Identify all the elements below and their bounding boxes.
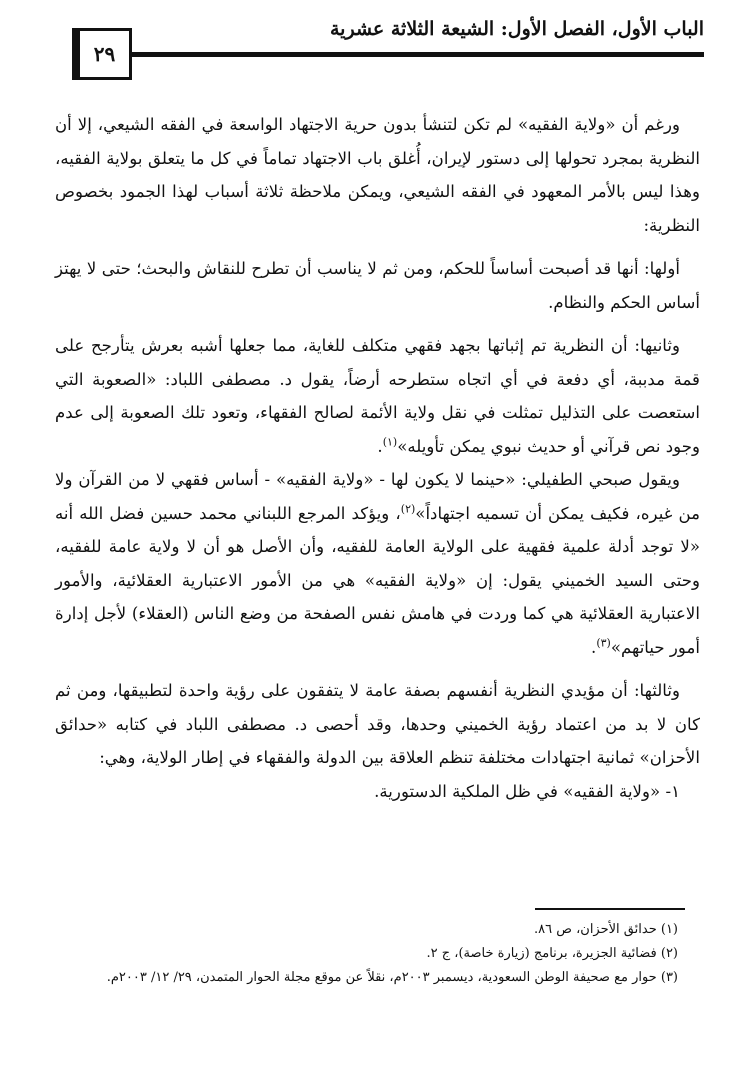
list-item: ١- «ولاية الفقيه» في ظل الملكية الدستورية. xyxy=(374,781,680,801)
footnote-ref-1: (١) xyxy=(382,434,398,448)
footnote-rule xyxy=(535,908,685,910)
footnote-2: (٢) فضائية الجزيرة، برنامج (زيارة خاصة)، ج ٢. xyxy=(426,946,678,961)
footnote-ref-2: (٢) xyxy=(400,501,416,515)
footnotes xyxy=(55,918,678,990)
footnote-3: (٣) حوار مع صحيفة الوطن السعودية، ديسمبر ٢٠٠٣م، نقلاً عن موقع مجلة الحوار المتمدن، ٢٩/ ١٢/ ٢٠٠٣م. xyxy=(106,970,678,985)
footnote-1: (١) حدائق الأحزان، ص ٨٦. xyxy=(533,922,678,937)
page-header xyxy=(0,0,740,100)
paragraph-second-reason-text: وثانيها: أن النظرية تم إثباتها بجهد فقهي متكلف للغاية، مما جعلها أشبه بعرش يتأرجح على قمة مدببة، أي دفعة في أي اتجاه ستطرحه أرضاً، يقول د. مصطفى اللباد: «الصعوبة التي استعصت على التذليل تمثلت في نقل ولاية الأئمة لصالح الفقهاء، وتعود تلك الصعوبة إلى عدم وجود نص قرآني أو حديث نبوي يمكن تأويله» xyxy=(55,336,700,456)
header-rule xyxy=(132,52,704,57)
page-number: ٢٩ xyxy=(72,28,132,80)
footnote-ref-3: (٣) xyxy=(596,635,611,649)
running-title: الباب الأول، الفصل الأول: الشيعة الثلاثة عشرية xyxy=(329,18,704,40)
paragraph-first-reason: أولها: أنها قد أصبحت أساساً للحكم، ومن ثم لا يناسب أن تطرح للنقاش والبحث؛ حتى لا يهتز أساس الحكم والنظام. xyxy=(55,259,700,312)
paragraph-intro: ورغم أن «ولاية الفقيه» لم تكن لتنشأ بدون حرية الاجتهاد الواسعة في الفقه الشيعي، إلا أن النظرية بمجرد تحولها إلى دستور لإيران، أُغلق باب الاجتهاد تماماً في كل ما يتعلق بولاية الفقيه، وهذا ليس بالأمر المعهود في الفقه الشيعي، ويمكن ملاحظة ثلاثة أسباب لهذا الجمود بخصوص النظرية: xyxy=(55,115,700,235)
paragraph-quotes: ويقول صبحي الطفيلي: «حينما لا يكون لها - «ولاية الفقيه» - أساس فقهي لا من القرآن ولا من غيره، فكيف يمكن أن تسميه اجتهاداً»$^{(٢)}$، ويؤكد المرجع اللبناني محمد حسين فضل الله أنه «لا توجد أدلة علمية فقهية على الولاية العامة للفقيه، وأن الأصل هو أن لا ولاية عامة للفقيه، وحتى السيد الخميني يقول: إن «ولاية الفقيه» هي من الأمور الاعتبارية العقلائية، والأمور الاعتبارية العقلائية هي كما وردت في هامش نفس الصفحة من وضع الناس (العقلاء) لأجل إدارة أمور حياتهم»$^{(٣)}$. xyxy=(55,470,700,657)
quote-fadlallah: ، ويؤكد المرجع اللبناني محمد حسين فضل الله أنه «لا توجد أدلة علمية فقهية على الولاية العامة للفقيه، وأن الأصل هو أن لا ولاية عامة للفقيه، وحتى السيد الخميني يقول: إن «ولاية الفقيه» هي من الأمور الاعتبارية العقلائية، والأمور الاعتبارية العقلائية هي كما وردت في هامش نفس الصفحة من وضع الناس (العقلاء) لأجل إدارة أمور حياتهم» xyxy=(55,503,700,657)
paragraph-second-reason: وثانيها: أن النظرية تم إثباتها بجهد فقهي متكلف للغاية، مما جعلها أشبه بعرش يتأرجح على قمة مدببة، أي دفعة في أي اتجاه ستطرحه أرضاً، يقول د. مصطفى اللباد: «الصعوبة التي استعصت على التذليل تمثلت في نقل ولاية الأئمة لصالح الفقهاء، وتعود تلك الصعوبة إلى عدم وجود نص قرآني أو حديث نبوي يمكن تأويله»$^{(١)}$. xyxy=(55,336,700,456)
paragraph-third-reason: وثالثها: أن مؤيدي النظرية أنفسهم بصفة عامة لا يتفقون على رؤية واحدة لتطبيقها، ومن ثم كان لا بد من اعتماد رؤية الخميني وحدها، وقد أحصى د. مصطفى اللباد في كتابه «حدائق الأحزان» ثمانية اجتهادات مختلفة تنظم العلاقة بين الدولة والفقهاء في إطار الولاية، وهي: xyxy=(55,681,700,767)
body-text xyxy=(55,108,700,808)
quote-tufaili: ويقول صبحي الطفيلي: «حينما لا يكون لها - «ولاية الفقيه» - أساس فقهي لا من القرآن ولا من غيره، فكيف يمكن أن تسميه اجتهاداً» xyxy=(55,470,700,523)
